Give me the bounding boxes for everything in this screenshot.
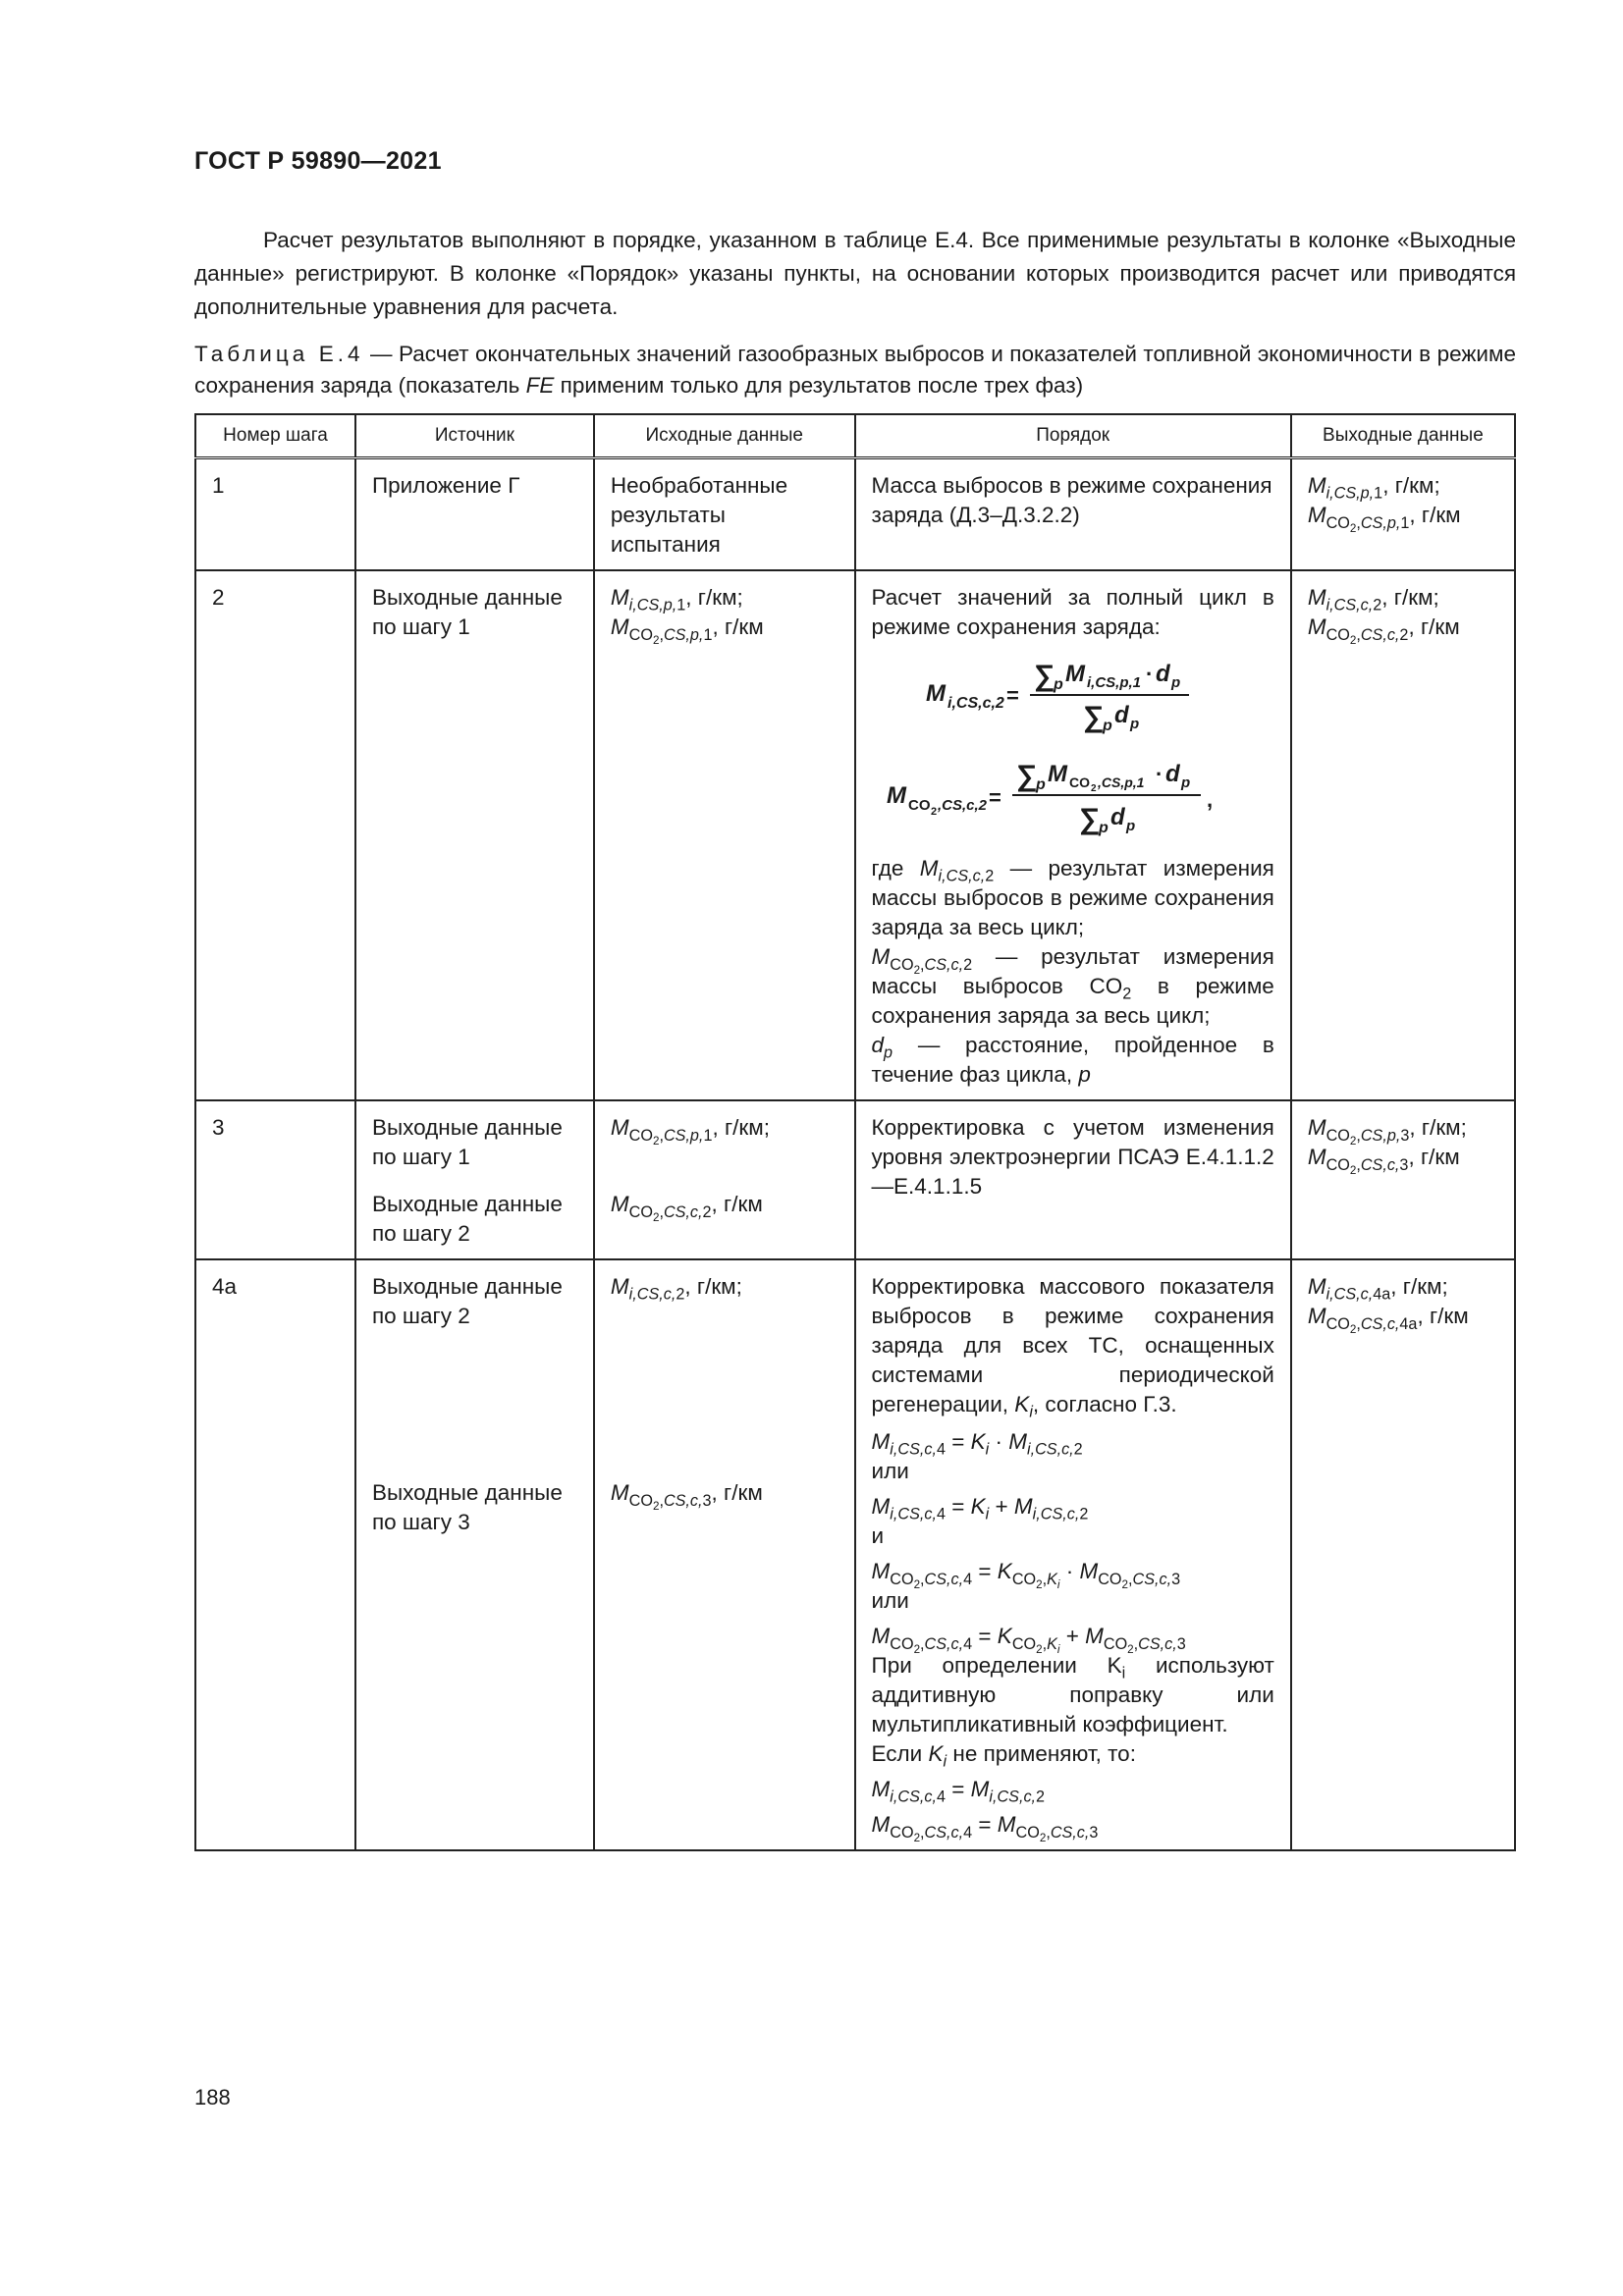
svg-text:CO: CO	[1068, 774, 1090, 790]
svg-text:,: ,	[1206, 787, 1213, 812]
svg-text:p: p	[1170, 674, 1180, 691]
svg-text:M: M	[925, 680, 946, 707]
svg-text:2: 2	[1090, 783, 1097, 794]
col-header-procedure: Порядок	[855, 414, 1291, 458]
cell-source: Приложение Г	[355, 458, 594, 571]
cell-step: 2	[195, 570, 355, 1100]
svg-text:p: p	[1102, 718, 1112, 734]
svg-text:M: M	[1047, 761, 1067, 787]
svg-text:M: M	[886, 782, 906, 809]
svg-text:i,CS,p,1: i,CS,p,1	[1086, 674, 1141, 691]
cell-input: Необработанные результаты испытания	[594, 458, 855, 571]
col-header-input: Исходные данные	[594, 414, 855, 458]
page-number: 188	[194, 2085, 231, 2109]
cell-output: $M_{i,CS,c,4a}$, г/км; $M_{CO_2,CS,c,4a}$, г/км	[1291, 1259, 1515, 1850]
svg-text:i,CS,c,2: i,CS,c,2	[947, 695, 1004, 712]
svg-text:·: ·	[1155, 762, 1163, 786]
svg-text:,CS,p,1: ,CS,p,1	[1097, 774, 1145, 790]
table-header-row	[195, 414, 1515, 458]
cell-source: Выходные данные по шагу 1 Выходные данные по шагу 2	[355, 1100, 594, 1259]
svg-text:=: =	[1005, 683, 1019, 708]
intro-text: Расчет результатов выполняют в порядке, указанном в таблице Е.4. Все применимые результаты в колонке «Выходные данные» регистрируют. В колонке «Порядок» указаны пункты, на основании которых производится расчет или приводятся дополнительные уравнения для расчета.	[194, 228, 1516, 319]
svg-text:∑: ∑	[1015, 760, 1038, 792]
cell-output: $M_{i,CS,c,2}$, г/км; $M_{CO_2,CS,c,2}$, г/км	[1291, 570, 1515, 1100]
svg-text:p: p	[1098, 820, 1109, 836]
svg-text:M: M	[1064, 661, 1085, 687]
svg-text:d: d	[1113, 702, 1129, 728]
procedure-intro: Корректировка массового показателя выбросов в режиме сохранения заряда для всех ТС, оснащенных системами периодической регенерации, $K_i$, согласно Г.3.	[871, 1274, 1274, 1421]
svg-text:d: d	[1164, 761, 1180, 787]
svg-text:=: =	[988, 785, 1001, 810]
procedure-intro: Расчет значений за полный цикл в режиме сохранения заряда:	[871, 585, 1274, 639]
cell-procedure	[855, 570, 1291, 1100]
svg-text:CO: CO	[907, 797, 931, 814]
svg-text:·: ·	[1145, 662, 1153, 686]
formula-co2-cycle	[872, 756, 1274, 844]
if-not-applied: Если $K_i$ не применяют, то:	[871, 1741, 1136, 1771]
cell-source: Выходные данные по шагу 1	[355, 570, 594, 1100]
cell-input: $M_{i,CS,p,1}$, г/км; $M_{CO_2,CS,p,1}$, г/км	[594, 570, 855, 1100]
svg-text:d: d	[1109, 804, 1125, 830]
cell-source: Выходные данные по шагу 2 Выходные данные по шагу 3	[355, 1259, 594, 1850]
svg-text:p: p	[1035, 776, 1046, 793]
svg-text:p: p	[1053, 676, 1063, 693]
svg-text:p: p	[1129, 716, 1139, 732]
cell-procedure: Корректировка с учетом изменения уровня электроэнергии ПСАЭ Е.4.1.1.2—Е.4.1.1.5	[855, 1100, 1291, 1259]
svg-text:∑: ∑	[1082, 701, 1105, 733]
ki-note: При определении $K_i$ используют аддитивную поправку или мультипликативный коэффициент.	[871, 1653, 1274, 1736]
svg-text:,CS,c,2: ,CS,c,2	[937, 797, 987, 814]
table-row	[195, 570, 1515, 1100]
formula-mass-cycle	[872, 656, 1274, 742]
table-caption-text: — Расчет окончательных значений газообразных выбросов и показателей топливной экономичности в режиме сохранения заряда (показатель	[194, 342, 1516, 398]
col-header-step: Номер шага	[195, 414, 355, 458]
intro-paragraph	[194, 224, 1516, 324]
cell-input: $M_{i,CS,c,2}$, г/км; $M_{CO_2,CS,c,3}$, г/км	[594, 1259, 855, 1850]
formula-co2-cycle-svg	[887, 756, 1260, 836]
cell-output: $M_{CO_2,CS,p,3}$, г/км; $M_{CO_2,CS,c,3}$, г/км	[1291, 1100, 1515, 1259]
table-row	[195, 458, 1515, 571]
table-row	[195, 1100, 1515, 1259]
col-header-output: Выходные данные	[1291, 414, 1515, 458]
where-co2: $M_{CO_2,CS,c,2}$ — результат измерения массы выбросов $CO_2$ в режиме сохранения заряда за весь цикл;	[871, 944, 1274, 1028]
calculation-table	[194, 413, 1516, 1851]
svg-text:d: d	[1155, 661, 1170, 687]
svg-text:∑: ∑	[1033, 660, 1055, 692]
cell-step: 4а	[195, 1259, 355, 1850]
fe-symbol: FE	[525, 373, 555, 398]
table-row	[195, 1259, 1515, 1850]
cell-step: 3	[195, 1100, 355, 1259]
document-header: ГОСТ Р 59890—2021	[194, 147, 442, 175]
svg-text:p: p	[1125, 818, 1135, 834]
svg-text:p: p	[1180, 774, 1190, 791]
col-header-source: Источник	[355, 414, 594, 458]
cell-step: 1	[195, 458, 355, 571]
where-mass: где $M_{i,CS,c,2}$ — результат измерения массы выбросов в режиме сохранения заряда за весь цикл;	[871, 856, 1274, 939]
cell-procedure: Корректировка массового показателя выбросов в режиме сохранения заряда для всех ТС, оснащенных системами периодической регенерации, $K_i$, согласно Г.3. $M_{i,CS,c,4} = K_i \cdot M_{i,CS,c,2}$ или $M_{i,CS,c,4} = K_i + M_{i,CS,c,2}$ и $M_{CO_2,CS,c,4} = K_{CO_2,K_i} \cdot M_{CO_2,CS,c,3}$ или $M_{CO_2,CS,c,4} = K_{CO_2,K_i} + M_{CO_2,CS,c,3}$ При определении $K_i$ используют аддитивную поправку или мультипликативный коэффициент. Если $K_i$ не применяют, то: $M_{i,CS,c,4} = M_{i,CS,c,2}$ $M_{CO_2,CS,c,4} = M_{CO_2,CS,c,3}$	[855, 1259, 1291, 1850]
cell-procedure: Масса выбросов в режиме сохранения заряда (Д.3–Д.3.2.2)	[855, 458, 1291, 571]
formula-mass-cycle-svg	[926, 656, 1220, 734]
table-caption-label: Таблица Е.4	[194, 342, 364, 366]
cell-input: $M_{CO_2,CS,p,1}$, г/км; $M_{CO_2,CS,c,2}$, г/км	[594, 1100, 855, 1259]
cell-output: $M_{i,CS,p,1}$, г/км; $M_{CO_2,CS,p,1}$, г/км	[1291, 458, 1515, 571]
where-distance: $d_p$ — расстояние, пройденное в течение фаз цикла, p	[871, 1033, 1274, 1087]
svg-text:∑: ∑	[1078, 803, 1101, 835]
table-caption	[194, 339, 1516, 401]
table-caption-text-end: применим только для результатов после трех фаз)	[554, 373, 1084, 398]
svg-text:2: 2	[930, 806, 937, 818]
